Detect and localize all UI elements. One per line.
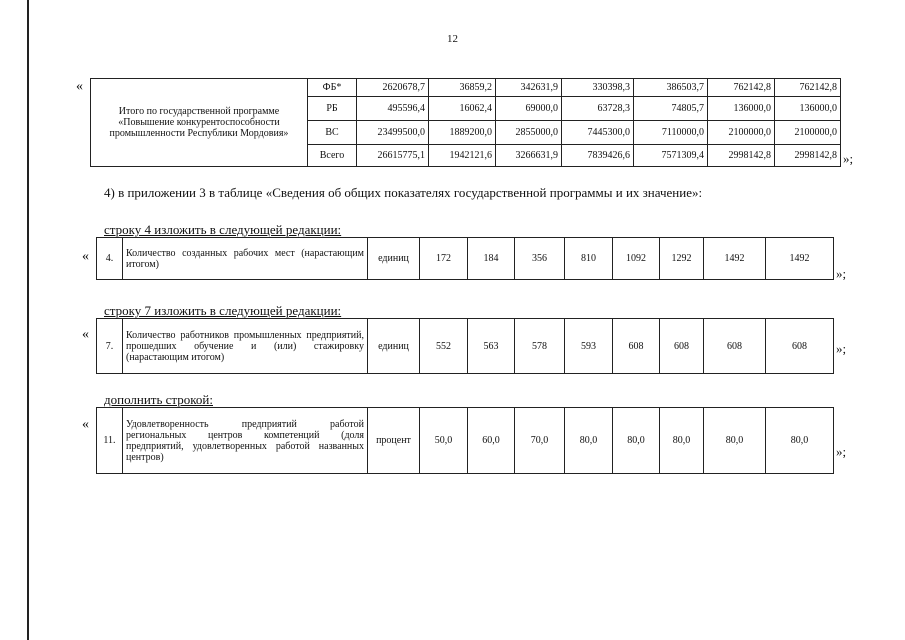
indicator-row7-table	[96, 318, 834, 374]
value-cell: 184	[468, 238, 515, 280]
indicator-row4-table	[96, 237, 834, 280]
indicator-name: Количество работников промышленных предприятий, прошедших обучение и (или) стажировку (нарастающим итогом)	[123, 319, 368, 374]
amount-cell: 136000,0	[775, 97, 841, 121]
amount-cell: 2998142,8	[775, 145, 841, 167]
open-quote: «	[82, 417, 89, 432]
amount-cell: 136000,0	[708, 97, 775, 121]
row-number: 4.	[97, 238, 123, 280]
value-cell: 578	[515, 319, 565, 374]
unit-cell: единиц	[368, 238, 420, 280]
close-quote: »;	[843, 151, 854, 166]
amount-cell: 342631,9	[496, 79, 562, 97]
amount-cell: 36859,2	[429, 79, 496, 97]
value-cell: 80,0	[704, 408, 766, 474]
value-cell: 608	[613, 319, 660, 374]
heading-row11: дополнить строкой:	[104, 392, 213, 407]
value-cell: 563	[468, 319, 515, 374]
source-label: ВС	[308, 121, 357, 145]
amount-cell: 26615775,1	[357, 145, 429, 167]
amount-cell: 2100000,0	[708, 121, 775, 145]
unit-cell: единиц	[368, 319, 420, 374]
open-quote: «	[82, 249, 89, 264]
value-cell: 1492	[766, 238, 834, 280]
value-cell: 1492	[704, 238, 766, 280]
row-number: 11.	[97, 408, 123, 474]
amount-cell: 7839426,6	[562, 145, 634, 167]
value-cell: 80,0	[660, 408, 704, 474]
value-cell: 80,0	[565, 408, 613, 474]
program-totals-table	[90, 78, 841, 167]
amount-cell: 7445300,0	[562, 121, 634, 145]
page-binding-line	[27, 0, 29, 640]
amount-cell: 7571309,4	[634, 145, 708, 167]
indicator-row11-table	[96, 407, 834, 474]
value-cell: 608	[766, 319, 834, 374]
indicator-name: Удовлетворенность предприятий работой региональных центров компетенций (доля предприятий, удовлетворенных работой названных центров)	[123, 408, 368, 474]
value-cell: 50,0	[420, 408, 468, 474]
amount-cell: 1942121,6	[429, 145, 496, 167]
open-quote: «	[82, 327, 89, 342]
heading-row4: строку 4 изложить в следующей редакции:	[104, 222, 342, 237]
value-cell: 1092	[613, 238, 660, 280]
value-cell: 552	[420, 319, 468, 374]
indicator-name: Количество созданных рабочих мест (нарастающим итогом)	[123, 238, 368, 280]
amount-cell: 2100000,0	[775, 121, 841, 145]
amount-cell: 63728,3	[562, 97, 634, 121]
amount-cell: 16062,4	[429, 97, 496, 121]
amount-cell: 74805,7	[634, 97, 708, 121]
paragraph-4: 4) в приложении 3 в таблице «Сведения об общих показателях государственной программы и их значение»:	[104, 185, 703, 200]
amount-cell: 3266631,9	[496, 145, 562, 167]
amount-cell: 762142,8	[775, 79, 841, 97]
value-cell: 593	[565, 319, 613, 374]
amount-cell: 495596,4	[357, 97, 429, 121]
source-label: ФБ*	[308, 79, 357, 97]
row-number: 7.	[97, 319, 123, 374]
source-label: Всего	[308, 145, 357, 167]
source-label: РБ	[308, 97, 357, 121]
value-cell: 608	[660, 319, 704, 374]
amount-cell: 1889200,0	[429, 121, 496, 145]
amount-cell: 2620678,7	[357, 79, 429, 97]
close-quote: »;	[836, 266, 847, 281]
amount-cell: 7110000,0	[634, 121, 708, 145]
value-cell: 356	[515, 238, 565, 280]
heading-row7: строку 7 изложить в следующей редакции:	[104, 303, 342, 318]
value-cell: 80,0	[766, 408, 834, 474]
close-quote: »;	[836, 341, 847, 356]
program-label: Итого по государственной программе «Повышение конкурентоспособности промышленности Республики Мордовия»	[91, 79, 308, 167]
value-cell: 60,0	[468, 408, 515, 474]
amount-cell: 69000,0	[496, 97, 562, 121]
value-cell: 80,0	[613, 408, 660, 474]
value-cell: 70,0	[515, 408, 565, 474]
value-cell: 1292	[660, 238, 704, 280]
amount-cell: 330398,3	[562, 79, 634, 97]
page-number: 12	[447, 33, 458, 45]
amount-cell: 23499500,0	[357, 121, 429, 145]
value-cell: 172	[420, 238, 468, 280]
value-cell: 608	[704, 319, 766, 374]
amount-cell: 2998142,8	[708, 145, 775, 167]
open-quote: «	[76, 79, 83, 94]
close-quote: »;	[836, 444, 847, 459]
value-cell: 810	[565, 238, 613, 280]
unit-cell: процент	[368, 408, 420, 474]
amount-cell: 386503,7	[634, 79, 708, 97]
amount-cell: 2855000,0	[496, 121, 562, 145]
amount-cell: 762142,8	[708, 79, 775, 97]
